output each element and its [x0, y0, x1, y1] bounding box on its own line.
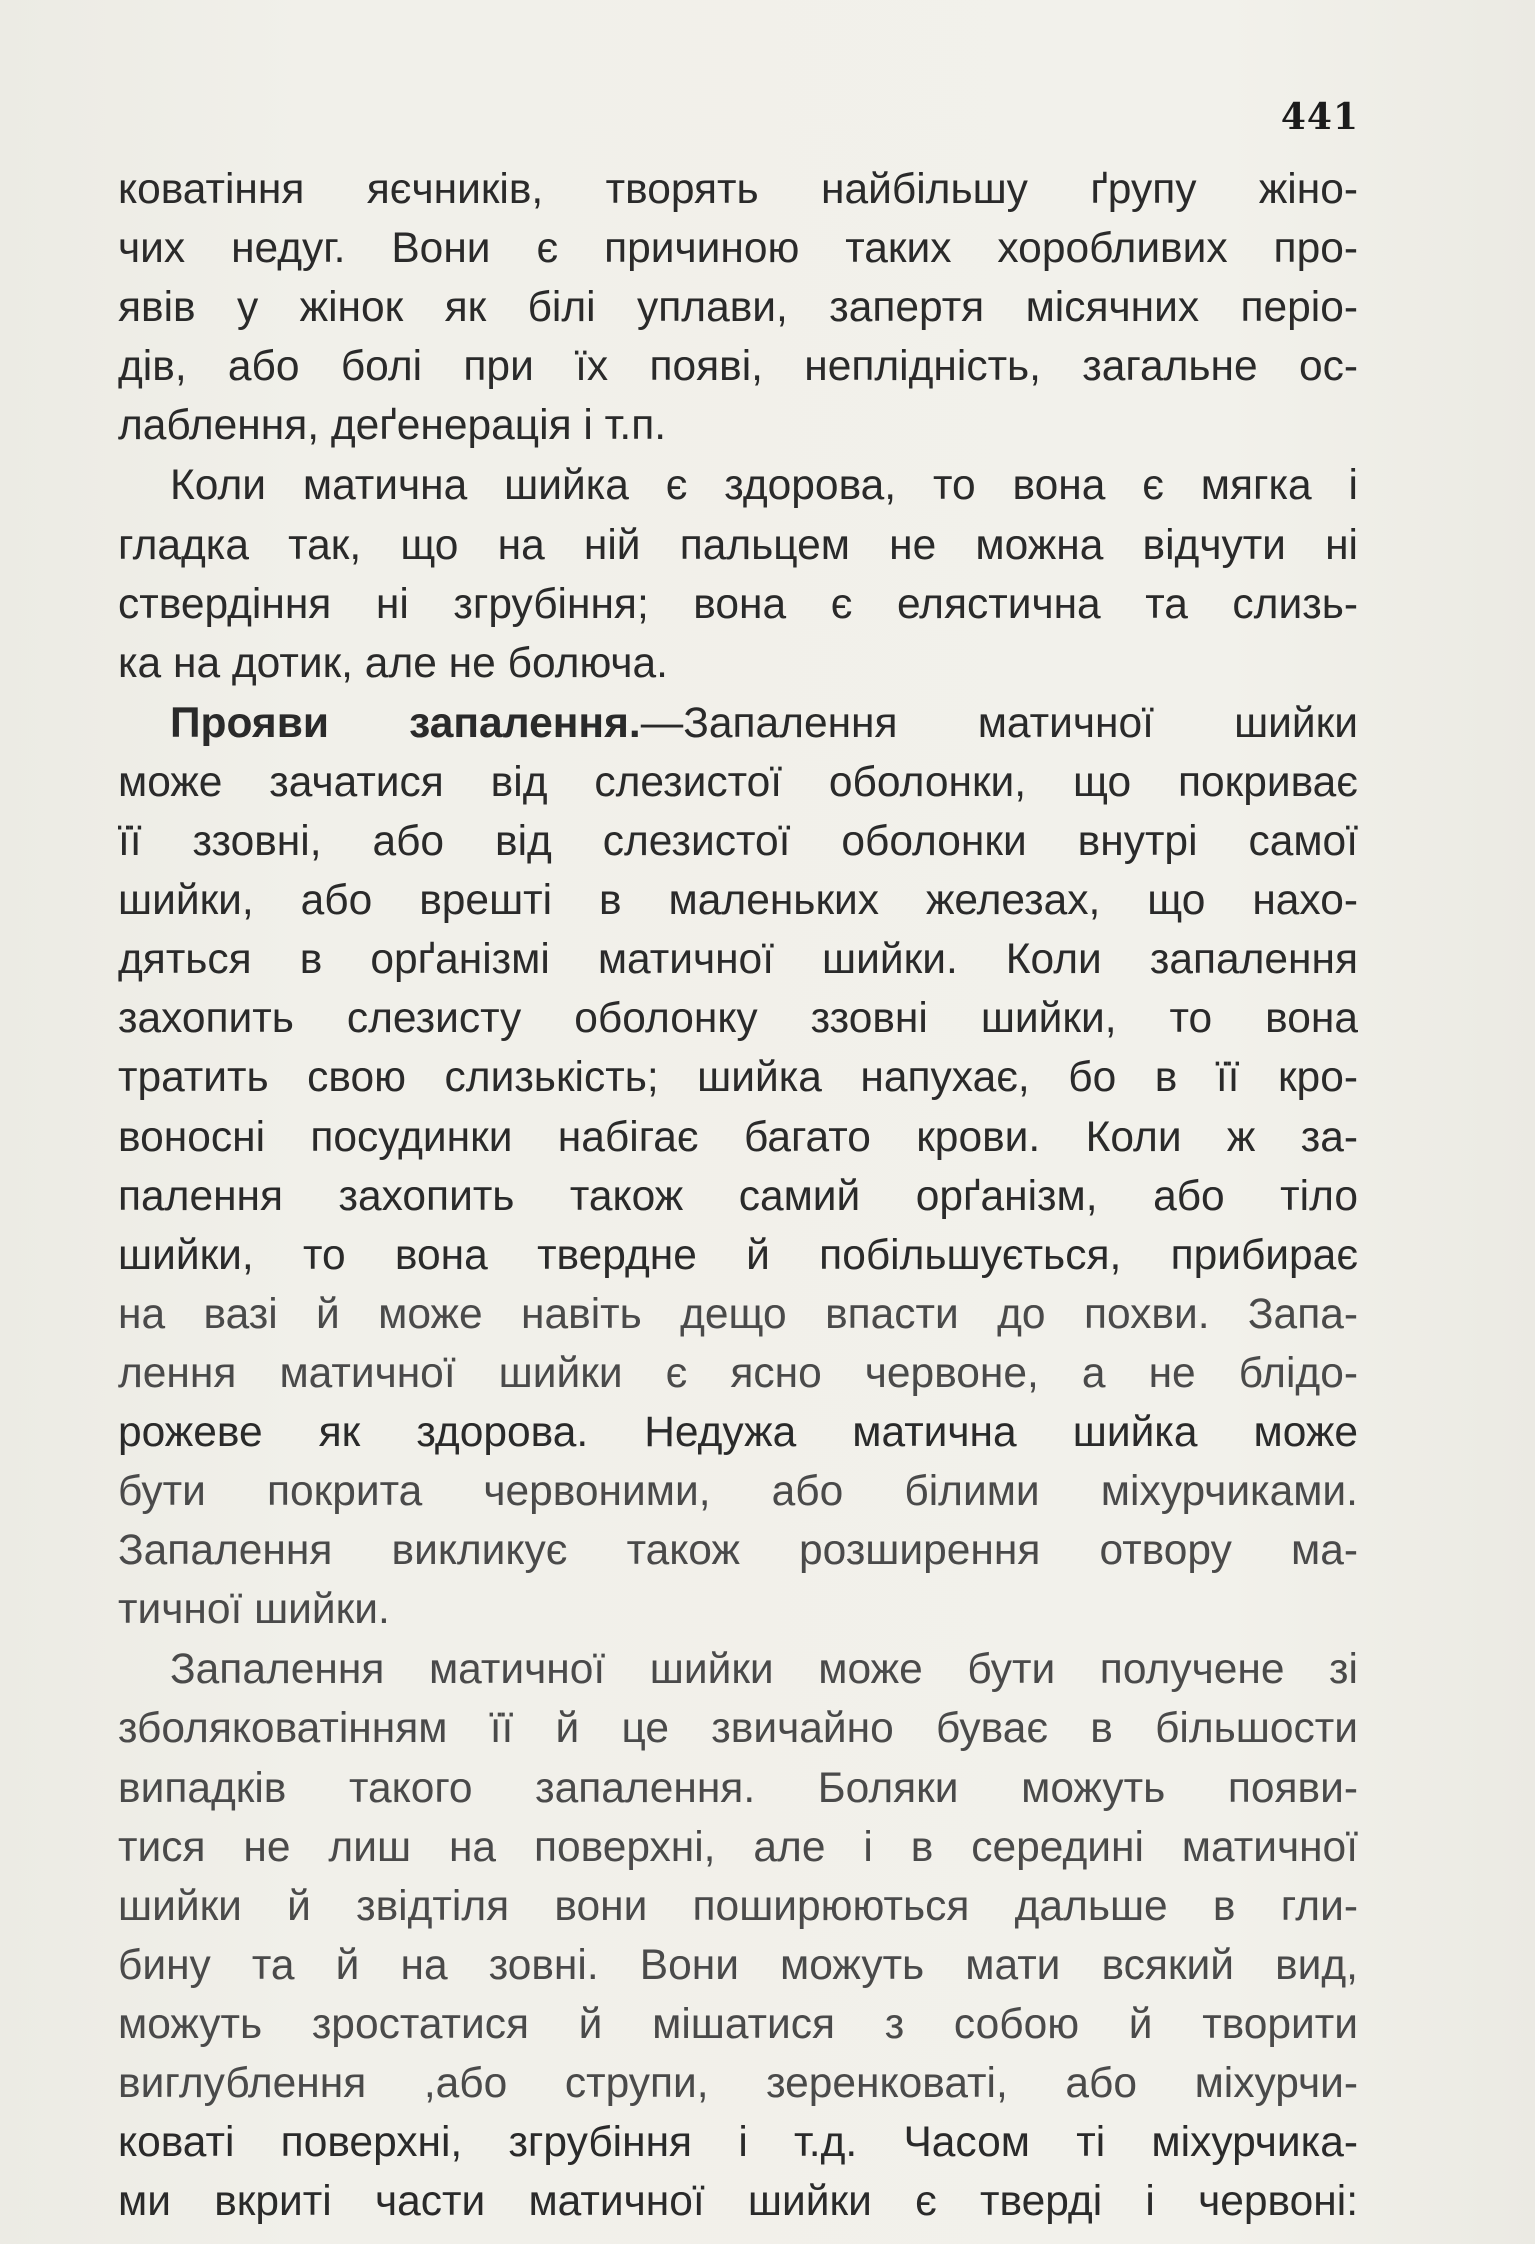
- text-line: гладка так, що на ній пальцем не можна відчути ні: [118, 521, 1358, 569]
- text-line: тратить свою слизькість; шийка напухає, бо в її кро-: [118, 1054, 1358, 1102]
- paragraph-3: [118, 694, 1358, 1640]
- text-line: рожеве як здорова. Недужа матична шийка може: [118, 1408, 1358, 1456]
- text-line: коваті поверхні, згрубіння і т.д. Часом ті міхурчика-: [118, 2119, 1358, 2167]
- text-line: Запалення матичної шийки може бути получене зі: [170, 1646, 1358, 1694]
- text-line: бути покрита червоними, або білими міхурчиками.: [118, 1468, 1358, 1516]
- text-line: бину та й на зовні. Вони можуть мати всякий вид,: [118, 1941, 1358, 1989]
- text-line: випадків такого запалення. Боляки можуть появи-: [118, 1764, 1358, 1812]
- paragraph-2: [118, 456, 1358, 692]
- text-line: захопить слезисту оболонку ззовні шийки, то вона: [118, 995, 1358, 1043]
- text-line: ми вкриті части матичної шийки є тверді і червоні:: [118, 2178, 1358, 2226]
- text-line: може зачатися від слезистої оболонки, що покриває: [118, 758, 1358, 806]
- text-line: коватіння яєчників, творять найбільшу ґрупу жіно-: [118, 166, 1358, 213]
- text-line: дяться в орґанізмі матичної шийки. Коли запалення: [118, 936, 1358, 984]
- text-line-first: [118, 694, 1358, 753]
- text-line: шийки, то вона твердне й побільшується, прибирає: [118, 1231, 1358, 1279]
- section-heading: Прояви запалення.: [170, 699, 641, 747]
- paragraph-1: [118, 160, 1358, 455]
- text-line: шийки, або врешті в маленьких железах, що нахо-: [118, 877, 1358, 925]
- text-line: палення захопить також самий орґанізм, або тіло: [118, 1172, 1358, 1220]
- text-line: Коли матична шийка є здорова, то вона є мягка і: [170, 462, 1358, 510]
- page-number: 441: [1280, 96, 1359, 138]
- text-line: Запалення викликує також розширення отвору ма-: [118, 1527, 1358, 1575]
- text-line: воносні посудинки набігає багато крови. Коли ж за-: [118, 1113, 1358, 1161]
- paragraph-4: [118, 1640, 1358, 2231]
- text-line: шийки й звідтіля вони поширюються дальше в гли-: [118, 1882, 1358, 1930]
- text-line: тичної шийки.: [118, 1586, 390, 1634]
- text-line-rest: —Запалення матичної шийки: [640, 699, 1358, 747]
- text-line: ка на дотик, але не болюча.: [118, 639, 668, 687]
- text-line: чих недуг. Вони є причиною таких хоробливих про-: [118, 225, 1358, 273]
- page-text: [118, 160, 1358, 2232]
- text-line: виглублення ,або струпи, зеренковаті, або міхурчи-: [118, 2060, 1358, 2107]
- text-line: її ззовні, або від слезистої оболонки внутрі самої: [118, 818, 1358, 866]
- text-line: зболяковатінням її й це звичайно буває в більшости: [118, 1705, 1358, 1753]
- text-line: на вазі й може навіть дещо впасти до похви. Запа-: [118, 1290, 1358, 1338]
- text-line: явів у жінок як білі уплави, запертя місячних періо-: [118, 284, 1358, 332]
- text-line: дів, або болі при їх появі, неплідність, загальне ос-: [118, 343, 1358, 391]
- text-line: ствердіння ні згрубіння; вона є елястична та слизь-: [118, 580, 1358, 628]
- text-line: можуть зростатися й мішатися з собою й творити: [118, 2000, 1358, 2048]
- text-line: лаблення, деґенерація і т.п.: [118, 402, 667, 450]
- text-line: лення матичної шийки є ясно червоне, а не блідо-: [118, 1349, 1358, 1397]
- text-line: тися не лиш на поверхні, але і в середині матичної: [118, 1823, 1358, 1871]
